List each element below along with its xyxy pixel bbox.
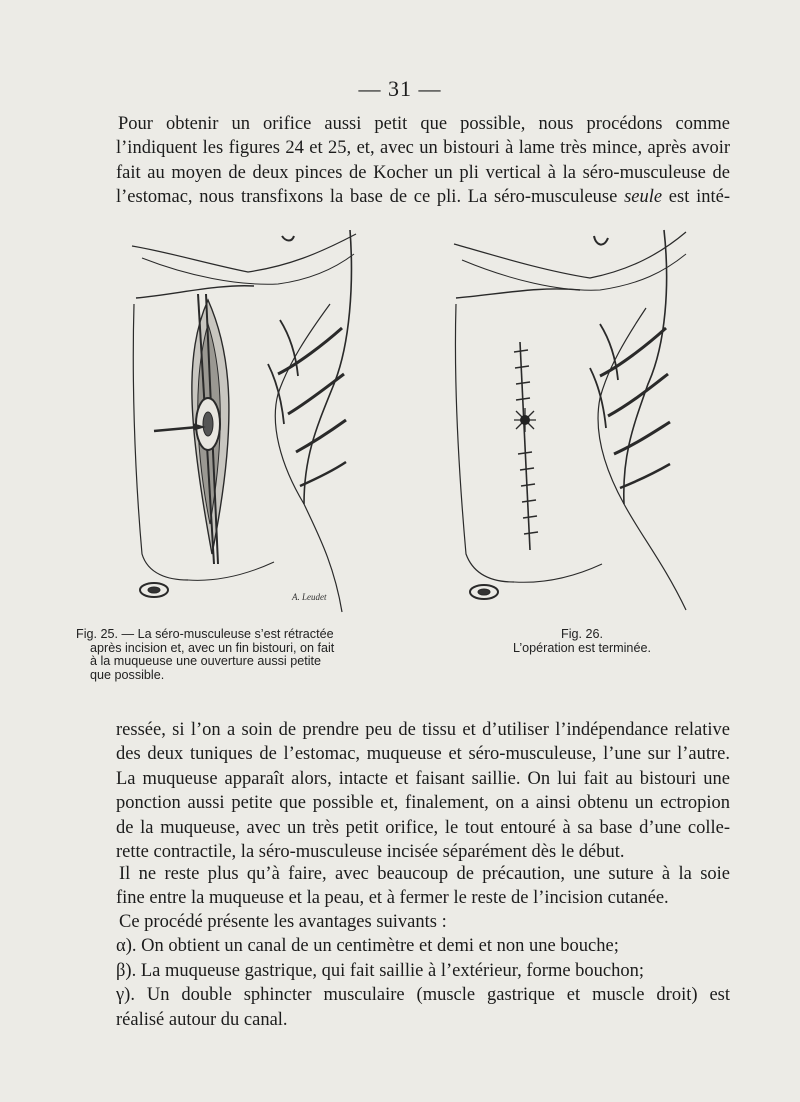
text-line: ponction aussi petite que possible et, finalement, on a ainsi obtenu un ectropion bbox=[116, 793, 730, 814]
text-line: La muqueuse apparaît alors, intacte et faisant saillie. On lui fait au bistouri une bbox=[116, 768, 730, 789]
paragraph-intro bbox=[116, 112, 730, 210]
advantages-list bbox=[116, 910, 730, 1032]
figure-25-caption bbox=[76, 628, 392, 682]
text-line: Pour obtenir un orifice aussi petit que possible, nous procédons comme bbox=[118, 114, 730, 134]
text-line: Il ne reste plus qu’à faire, avec beaucoup de précaution, une suture à la soie bbox=[119, 864, 730, 884]
text-line: l’indiquent les figures 24 et 25, et, avec un bistouri à lame très mince, après avoir bbox=[116, 138, 730, 159]
text-line: fine entre la muqueuse et la peau, et à fermer le reste de l’incision cutanée. bbox=[116, 888, 669, 909]
figure-26-caption bbox=[498, 628, 666, 655]
caption-line: Fig. 26. bbox=[561, 627, 603, 641]
text-line: l’estomac, nous transfixons la base de ce pli. La séro-musculeuse seule est inté- bbox=[116, 187, 730, 208]
paragraph-suture bbox=[116, 862, 730, 911]
caption-line: L’opération est terminée. bbox=[513, 640, 651, 655]
list-item-continuation: réalisé autour du canal. bbox=[116, 1009, 288, 1030]
figure-signature: A. Leudet bbox=[292, 592, 327, 602]
emphasis-word: seule bbox=[624, 187, 663, 208]
paragraph-continuation bbox=[116, 718, 730, 864]
figure-26-illustration bbox=[450, 224, 692, 616]
text-line: de la muqueuse, avec un très petit orifice, le tout entouré à sa base d’une colle- bbox=[116, 817, 730, 838]
caption-line: que possible. bbox=[90, 667, 165, 682]
caption-line: après incision et, avec un fin bistouri, on fait bbox=[90, 640, 335, 655]
caption-line: à la muqueuse une ouverture aussi petite bbox=[90, 654, 322, 669]
list-item: β). La muqueuse gastrique, qui fait saillie à l’extérieur, forme bouchon; bbox=[116, 960, 645, 981]
page-number: — 31 — bbox=[358, 76, 442, 101]
figure-25-illustration bbox=[128, 224, 364, 616]
list-item: α). On obtient un canal de un centimètre et demi et non une bouche; bbox=[116, 936, 619, 957]
list-item: γ). Un double sphincter musculaire (muscle gastrique et muscle droit) est bbox=[116, 985, 730, 1006]
text-line: ressée, si l’on a soin de prendre peu de tissu et d’utiliser l’indépendance relative bbox=[116, 720, 730, 740]
caption-line: Fig. 25. — La séro-musculeuse s’est rétractée bbox=[76, 627, 334, 641]
text-line: des deux tuniques de l’estomac, muqueuse et séro-musculeuse, l’une sur l’autre. bbox=[116, 744, 730, 765]
list-intro: Ce procédé présente les avantages suivants : bbox=[119, 912, 447, 932]
text-line: rette contractile, la séro-musculeuse incisée séparément dès le début. bbox=[116, 842, 625, 863]
text-line: fait au moyen de deux pinces de Kocher un pli vertical à la séro-musculeuse de bbox=[116, 162, 730, 183]
